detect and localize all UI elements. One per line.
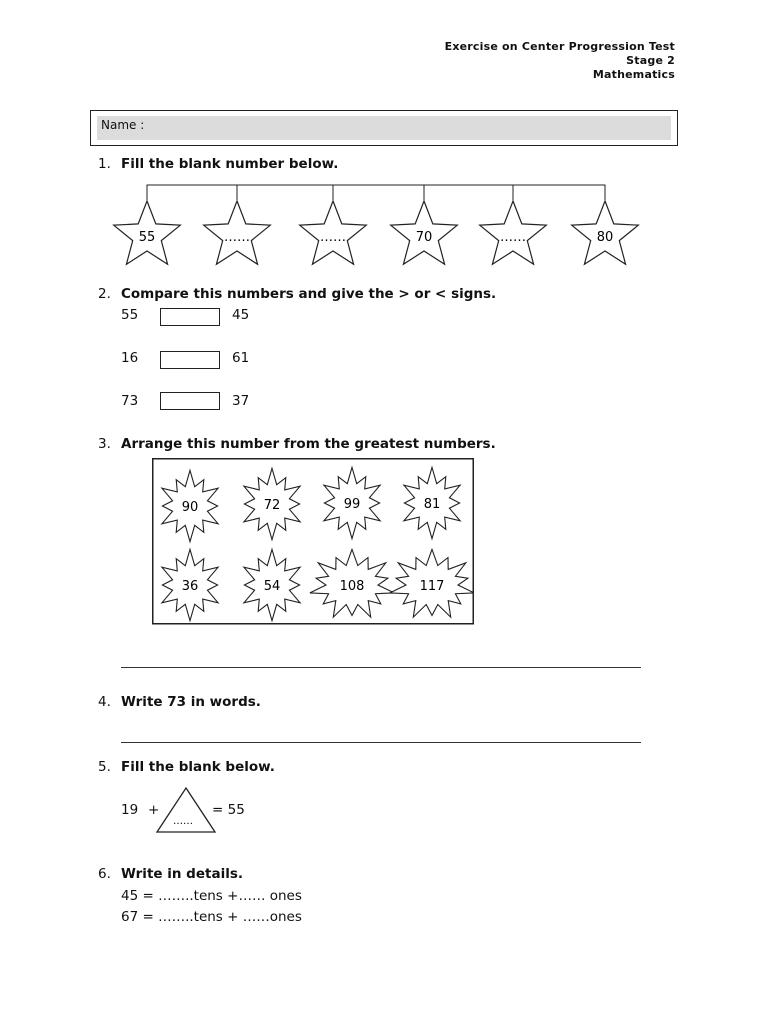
star-label: 80: [596, 230, 614, 245]
name-field[interactable]: [90, 110, 678, 146]
question-1-number: 1.: [98, 156, 111, 172]
burst-label: 90: [181, 500, 199, 515]
stage-label: Stage 2: [626, 54, 675, 67]
number-burst-panel: [152, 458, 474, 626]
answer-line[interactable]: [121, 742, 641, 743]
compare-answer-box[interactable]: [160, 392, 220, 410]
question-5-number: 5.: [98, 759, 111, 775]
burst-label: 36: [181, 579, 199, 594]
burst-label: 99: [343, 497, 361, 512]
question-6-text: Write in details.: [121, 866, 243, 882]
star-label: ……: [500, 230, 526, 245]
compare-left-value: 16: [121, 350, 139, 366]
burst-label: 54: [263, 579, 281, 594]
question-1-text: Fill the blank number below.: [121, 156, 339, 172]
question-5-text: Fill the blank below.: [121, 759, 275, 775]
burst-label: 72: [263, 498, 281, 513]
sum-result: = 55: [212, 802, 245, 818]
compare-left-value: 55: [121, 307, 139, 323]
compare-right-value: 45: [232, 307, 250, 323]
star-connector: [147, 185, 605, 200]
question-6-number: 6.: [98, 866, 111, 882]
star-label: ……: [320, 230, 346, 245]
addend-value: 19: [121, 802, 139, 818]
compare-right-value: 61: [232, 350, 250, 366]
name-field-shading: [97, 116, 671, 140]
compare-answer-box[interactable]: [160, 308, 220, 326]
burst-label: 81: [423, 497, 441, 512]
star-label: 70: [415, 230, 433, 245]
question-3-text: Arrange this number from the greatest numbers.: [121, 436, 496, 452]
question-2-text: Compare this numbers and give the > or < signs.: [121, 286, 497, 302]
subject-label: Mathematics: [592, 68, 675, 81]
star-label: 55: [138, 230, 156, 245]
burst-label: 117: [419, 579, 445, 594]
worksheet-title: Exercise on Center Progression Test: [444, 40, 675, 53]
question-3-number: 3.: [98, 436, 111, 452]
burst-label: 108: [339, 579, 365, 594]
compare-right-value: 37: [232, 393, 250, 409]
name-label: Name :: [101, 118, 145, 132]
answer-line[interactable]: [121, 667, 641, 668]
blank-triangle[interactable]: [155, 786, 217, 834]
star-label: ……: [224, 230, 250, 245]
question-2-number: 2.: [98, 286, 111, 302]
place-value-line: 45 = ……..tens +…… ones: [121, 888, 302, 904]
question-4-text: Write 73 in words.: [121, 694, 261, 710]
question-4-number: 4.: [98, 694, 111, 710]
place-value-line: 67 = ……..tens + ……ones: [121, 909, 302, 925]
plus-sign: +: [148, 802, 160, 818]
triangle-blank: ……: [173, 816, 193, 827]
number-star-chain: [100, 178, 660, 268]
compare-left-value: 73: [121, 393, 139, 409]
compare-answer-box[interactable]: [160, 351, 220, 369]
